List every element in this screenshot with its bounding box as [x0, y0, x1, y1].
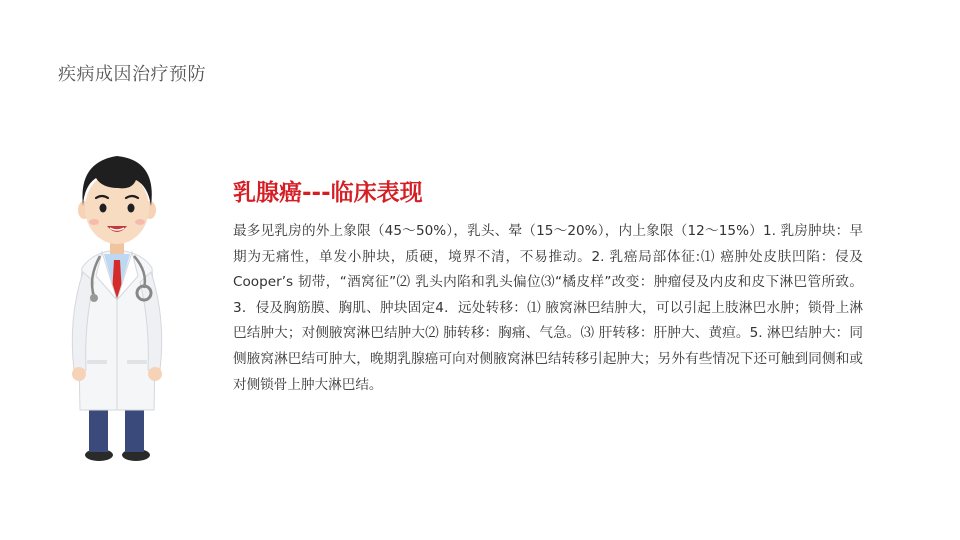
content-body: 最多见乳房的外上象限（45～50%），乳头、晕（15～20%），内上象限（12～15%）1. 乳房肿块：早期为无痛性，单发小肿块，质硬，境界不清，不易推动。2. 乳癌局部体征:⑴ 癌肿处皮肤凹陷：侵及Cooper’s 韧带，“酒窝征”⑵ 乳头内陷和乳头偏位⑶“橘皮样”改变：肿瘤侵及内皮和皮下淋巴管所致。3．侵及胸筋膜、胸肌、肿块固定4．远处转移：⑴ 腋窝淋巴结肿大，可以引起上肢淋巴水肿；锁骨上淋巴结肿大；对侧腋窝淋巴结肿大⑵ 肺转移：胸痛、气急。⑶ 肝转移：肝肿大、黄疸。5. 淋巴结肿大：同侧腋窝淋巴结可肿大，晚期乳腺癌可向对侧腋窝淋巴结转移引起肿大；另外有些情况下还可触到同侧和或对侧锁骨上肿大淋巴结。	[233, 223, 863, 393]
content-heading: 乳腺癌---临床表现	[233, 180, 423, 206]
content-block	[233, 178, 863, 398]
doctor-cartoon-icon	[62, 148, 172, 464]
slide-title: 疾病成因治疗预防	[58, 64, 206, 85]
